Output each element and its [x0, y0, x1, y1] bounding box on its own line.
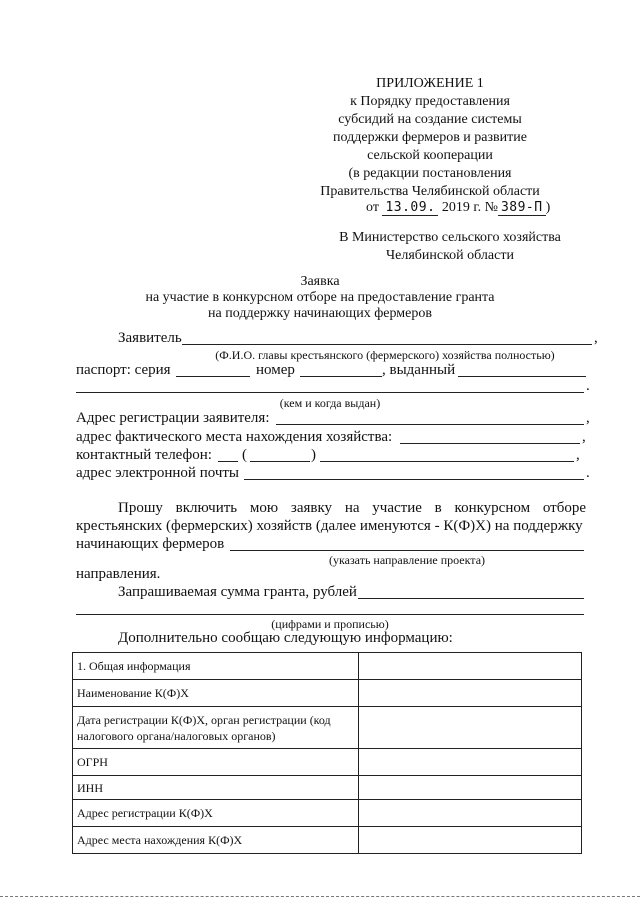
- table-row: [73, 680, 582, 707]
- request-line-4: направления.: [76, 566, 161, 582]
- table-cell-value[interactable]: [359, 680, 582, 707]
- passport-number-label: номер: [256, 362, 295, 378]
- passport-issued-label: , выданный: [382, 362, 456, 378]
- order-number: 389-П: [498, 200, 546, 216]
- appendix-line-3: поддержки фермеров и развитие: [333, 130, 527, 145]
- date-value: 13.09.: [382, 200, 438, 216]
- actual-address-comma: ,: [582, 429, 586, 445]
- request-line-3: начинающих фермеров: [76, 536, 225, 552]
- date-year: 2019 г. №: [441, 200, 498, 215]
- table-row: [73, 653, 582, 680]
- applicant-field[interactable]: [182, 344, 592, 345]
- appendix-line-6: Правительства Челябинской области: [320, 184, 540, 199]
- passport-series-label: паспорт: серия: [76, 362, 171, 378]
- heading-line-2: на поддержку начинающих фермеров: [208, 306, 432, 321]
- passport-issued-field-2[interactable]: [76, 392, 584, 393]
- reg-address-comma: ,: [586, 410, 590, 426]
- table-row: [73, 776, 582, 800]
- phone-paren-close: ): [311, 447, 316, 463]
- addressee-line-1: В Министерство сельского хозяйства: [339, 230, 561, 245]
- passport-issued-field[interactable]: [458, 376, 586, 377]
- table-cell-label: Адрес места нахождения К(Ф)Х: [73, 827, 359, 854]
- table-cell-label: Адрес регистрации К(Ф)Х: [73, 800, 359, 827]
- heading-title: Заявка: [300, 274, 340, 289]
- applicant-hint: (Ф.И.О. главы крестьянского (фермерского) хозяйства полностью): [215, 348, 555, 362]
- reg-address-field[interactable]: [276, 424, 584, 425]
- additional-info-label: Дополнительно сообщаю следующую информацию:: [118, 630, 453, 646]
- table-row: [73, 749, 582, 776]
- table-row: [73, 707, 582, 749]
- phone-comma: ,: [576, 447, 580, 463]
- info-table: [72, 652, 582, 854]
- table-row: [73, 800, 582, 827]
- project-direction-field[interactable]: [230, 550, 584, 551]
- amount-field[interactable]: [358, 598, 584, 599]
- email-label: адрес электронной почты: [76, 465, 240, 481]
- appendix-line-5: (в редакции постановления: [348, 166, 512, 181]
- passport-series-field[interactable]: [176, 376, 250, 377]
- table-cell-value[interactable]: [359, 827, 582, 854]
- appendix-line-2: субсидий на создание системы: [338, 112, 522, 127]
- table-cell-value[interactable]: [359, 776, 582, 800]
- scan-edge-divider: [0, 896, 640, 897]
- email-period: .: [586, 465, 590, 481]
- appendix-line-4: сельской кооперации: [367, 148, 493, 163]
- issued-hint: (кем и когда выдан): [279, 396, 381, 410]
- phone-paren-open: (: [242, 447, 247, 463]
- amount-hint: (цифрами и прописью): [271, 617, 389, 631]
- phone-label: контактный телефон:: [76, 447, 212, 463]
- phone-area-field[interactable]: [250, 461, 310, 462]
- phone-code-pre[interactable]: [218, 461, 238, 462]
- date-prefix: от: [366, 200, 379, 215]
- heading-line-1: на участие в конкурсном отборе на предоставление гранта: [145, 290, 495, 305]
- table-row: [73, 827, 582, 854]
- reg-address-label: Адрес регистрации заявителя:: [76, 410, 270, 426]
- addressee-line-2: Челябинской области: [386, 248, 514, 263]
- passport-number-field[interactable]: [300, 376, 382, 377]
- actual-address-field[interactable]: [400, 443, 580, 444]
- table-cell-label: Наименование К(Ф)Х: [73, 680, 359, 707]
- email-field[interactable]: [244, 479, 584, 480]
- appendix-date-line: [366, 200, 550, 216]
- table-cell-label: 1. Общая информация: [73, 653, 359, 680]
- phone-number-field[interactable]: [320, 461, 574, 462]
- table-cell-value[interactable]: [359, 749, 582, 776]
- amount-label: Запрашиваемая сумма гранта, рублей: [118, 584, 357, 600]
- table-cell-value[interactable]: [359, 653, 582, 680]
- applicant-label: Заявитель: [118, 330, 182, 346]
- table-cell-label: ИНН: [73, 776, 359, 800]
- applicant-comma: ,: [594, 330, 598, 346]
- close-paren: ): [545, 200, 551, 215]
- table-cell-label: Дата регистрации К(Ф)Х, орган регистрации (код налогового органа/налоговых органов): [73, 707, 359, 749]
- actual-address-label: адрес фактического места нахождения хозяйства:: [76, 429, 393, 445]
- appendix-line-1: к Порядку предоставления: [350, 94, 510, 109]
- table-cell-label: ОГРН: [73, 749, 359, 776]
- amount-words-field[interactable]: [76, 614, 584, 615]
- request-line-1: Прошу включить мою заявку на участие в конкурсном отборе: [118, 500, 586, 516]
- passport-period: .: [586, 378, 590, 394]
- table-cell-value[interactable]: [359, 800, 582, 827]
- table-cell-value[interactable]: [359, 707, 582, 749]
- request-line-2: крестьянских (фермерских) хозяйств (далее именуются - К(Ф)Х) на поддержку: [76, 518, 583, 534]
- appendix-title: ПРИЛОЖЕНИЕ 1: [376, 76, 484, 91]
- direction-hint: (указать направление проекта): [328, 553, 486, 567]
